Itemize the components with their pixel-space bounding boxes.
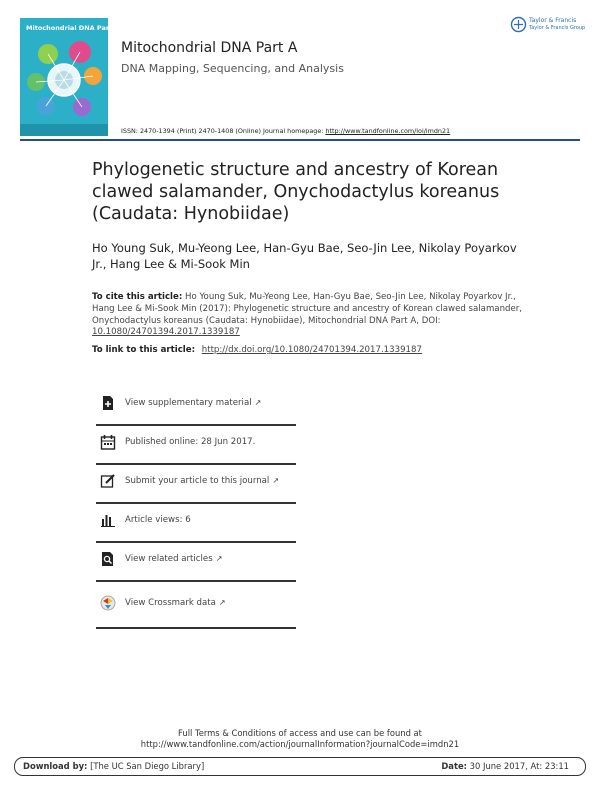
crossmark-label: View Crossmark data — [125, 598, 216, 608]
crossmark-item[interactable] — [96, 585, 296, 623]
submit-article-item[interactable] — [96, 463, 296, 501]
logo-line-2: Taylor & Francis Group — [529, 24, 586, 31]
plus-document-icon — [100, 395, 116, 411]
citation-block — [92, 292, 532, 339]
journal-title: Mitochondrial DNA Part A — [121, 40, 298, 56]
supplementary-label: View supplementary material — [125, 398, 252, 408]
external-link-icon: ↗ — [254, 398, 262, 407]
journal-subtitle: DNA Mapping, Sequencing, and Analysis — [121, 62, 344, 75]
article-views-label: Article views: 6 — [125, 515, 191, 525]
logo-line-1: Taylor & Francis — [529, 17, 577, 24]
citation-label: To cite this article: — [92, 292, 183, 302]
citation-text: Ho Young Suk, Mu-Yeong Lee, Han-Gyu Bae, Seo-Jin Lee, Nikolay Poyarkov Jr., Hang Lee & Mi-Sook Min (2017): Phylogenetic structure and ancestry of Korean clawed salamander, Onychodactylus koreanus (Caudata: Hynobiidae), Mitochondrial DNA Part A, DOI: — [92, 292, 523, 326]
external-link-icon: ↗ — [215, 554, 223, 563]
bar-chart-icon — [100, 512, 116, 528]
article-link-label: To link to this article: — [92, 345, 196, 355]
tf-logo-icon — [510, 16, 527, 33]
article-link-line — [92, 345, 532, 355]
cover-artwork — [20, 32, 108, 124]
calendar-icon — [100, 434, 116, 450]
issn-line — [121, 127, 450, 135]
supplementary-material-item[interactable] — [96, 385, 296, 423]
terms-url[interactable]: http://www.tandfonline.com/action/journalInformation?journalCode=imdn21 — [140, 739, 460, 749]
article-views-item — [96, 502, 296, 540]
published-online-item — [96, 424, 296, 462]
article-authors: Ho Young Suk, Mu-Yeong Lee, Han-Gyu Bae, Seo-Jin Lee, Nikolay Poyarkov Jr., Hang Lee & Mi-Sook Min — [92, 241, 517, 271]
external-link-icon: ↗ — [272, 476, 280, 485]
publisher-logo[interactable] — [510, 14, 586, 40]
divider — [96, 580, 296, 582]
download-date-value: 30 June 2017, At: 23:11 — [469, 761, 569, 771]
related-articles-label: View related articles — [125, 554, 213, 564]
submit-article-label: Submit your article to this journal — [125, 476, 270, 486]
download-info-bar — [14, 757, 586, 776]
download-date-label: Date: — [441, 761, 467, 771]
edit-icon — [100, 473, 116, 489]
issn-text: ISSN: 2470-1394 (Print) 2470-1408 (Online) Journal homepage: — [121, 127, 324, 135]
terms-line-1: Full Terms & Conditions of access and use can be found at — [178, 728, 422, 738]
article-title: Phylogenetic structure and ancestry of Korean clawed salamander, Onychodactylus koreanus (Caudata: Hynobiidae) — [92, 160, 500, 224]
divider — [96, 627, 296, 629]
cover-title: Mitochondrial DNA Part A — [26, 24, 120, 32]
crossmark-icon — [100, 595, 116, 611]
related-articles-item[interactable] — [96, 541, 296, 579]
article-doi-link[interactable]: http://dx.doi.org/10.1080/24701394.2017.1339187 — [201, 345, 422, 355]
journal-cover — [20, 18, 120, 136]
search-document-icon — [100, 551, 116, 567]
terms-footer — [0, 728, 600, 750]
download-by-label: Download by: — [23, 761, 88, 771]
header-rule — [20, 139, 580, 141]
external-link-icon: ↗ — [218, 598, 226, 607]
download-by-value: [The UC San Diego Library] — [90, 761, 205, 771]
citation-doi[interactable]: 10.1080/24701394.2017.1339187 — [92, 327, 240, 338]
published-online-label: Published online: 28 Jun 2017. — [125, 437, 256, 447]
cover-footer-band — [20, 124, 108, 136]
journal-homepage-link[interactable]: http://www.tandfonline.com/loi/imdn21 — [325, 127, 451, 135]
